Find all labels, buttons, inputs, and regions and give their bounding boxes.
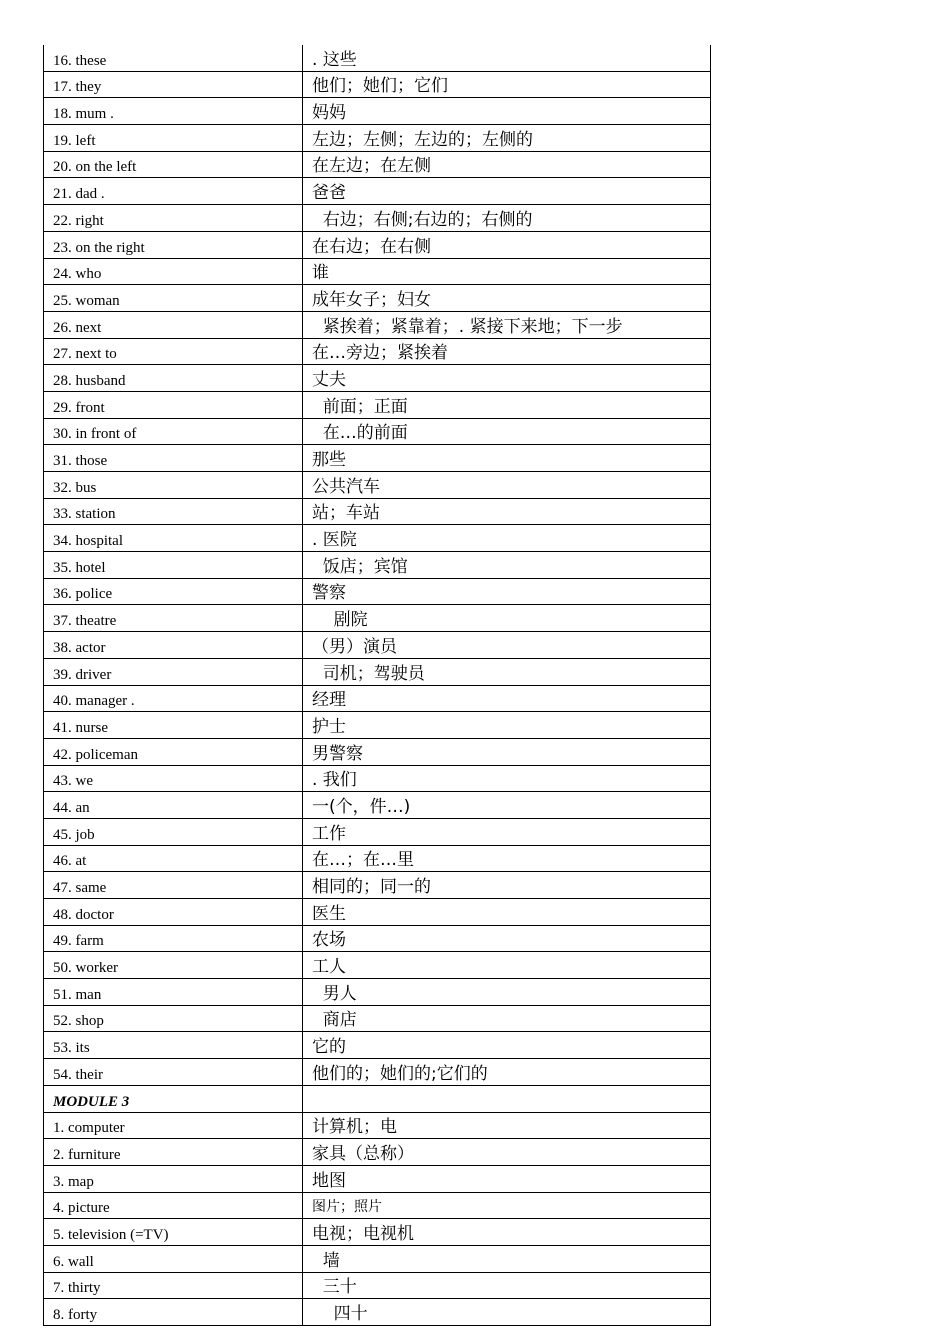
english-word: 48. doctor xyxy=(44,899,303,926)
english-word: 36. police xyxy=(44,578,303,605)
table-row xyxy=(44,578,711,605)
table-row xyxy=(44,1139,711,1166)
chinese-meaning: （男）演员 xyxy=(303,632,711,659)
chinese-meaning: 警察 xyxy=(303,578,711,605)
chinese-meaning: 相同的；同一的 xyxy=(303,872,711,899)
chinese-meaning: 饭店；宾馆 xyxy=(303,552,711,579)
table-row xyxy=(44,205,711,232)
english-word: 43. we xyxy=(44,765,303,792)
table-row xyxy=(44,765,711,792)
english-word: 3. map xyxy=(44,1165,303,1192)
table-row xyxy=(44,925,711,952)
english-word: 45. job xyxy=(44,818,303,845)
chinese-meaning: 家具（总称） xyxy=(303,1139,711,1166)
table-row xyxy=(44,818,711,845)
table-row xyxy=(44,445,711,472)
english-word: 39. driver xyxy=(44,658,303,685)
table-row xyxy=(44,365,711,392)
chinese-meaning: 经理 xyxy=(303,685,711,712)
table-row xyxy=(44,632,711,659)
english-word: 5. television (=TV) xyxy=(44,1219,303,1246)
english-word: 19. left xyxy=(44,125,303,152)
english-word: 4. picture xyxy=(44,1192,303,1219)
table-row xyxy=(44,1112,711,1139)
english-word: 7. thirty xyxy=(44,1272,303,1299)
table-row xyxy=(44,685,711,712)
chinese-meaning: 它的 xyxy=(303,1032,711,1059)
table-row xyxy=(44,712,711,739)
chinese-meaning: 成年女子；妇女 xyxy=(303,285,711,312)
table-row xyxy=(44,125,711,152)
chinese-meaning: . 医院 xyxy=(303,525,711,552)
chinese-meaning: 丈夫 xyxy=(303,365,711,392)
chinese-meaning: 男人 xyxy=(303,979,711,1006)
table-row xyxy=(44,151,711,178)
table-row xyxy=(44,231,711,258)
chinese-meaning: 在左边；在左侧 xyxy=(303,151,711,178)
english-word: 17. they xyxy=(44,71,303,98)
chinese-meaning: 紧挨着；紧靠着；. 紧接下来地；下一步 xyxy=(303,311,711,338)
chinese-meaning: 左边；左侧；左边的；左侧的 xyxy=(303,125,711,152)
chinese-meaning: 墙 xyxy=(303,1245,711,1272)
english-word: 24. who xyxy=(44,258,303,285)
table-row xyxy=(44,525,711,552)
chinese-meaning: 地图 xyxy=(303,1165,711,1192)
english-word: 27. next to xyxy=(44,338,303,365)
english-word: 47. same xyxy=(44,872,303,899)
table-row xyxy=(44,1299,711,1326)
english-word: 54. their xyxy=(44,1059,303,1086)
table-row xyxy=(44,1219,711,1246)
english-word: 32. bus xyxy=(44,472,303,499)
chinese-meaning: 右边；右侧;右边的；右侧的 xyxy=(303,205,711,232)
english-word: 50. worker xyxy=(44,952,303,979)
english-word: 6. wall xyxy=(44,1245,303,1272)
english-word: 44. an xyxy=(44,792,303,819)
english-word: 23. on the right xyxy=(44,231,303,258)
table-row xyxy=(44,1059,711,1086)
chinese-meaning: 图片；照片 xyxy=(303,1192,711,1219)
table-row xyxy=(44,498,711,525)
english-word: 42. policeman xyxy=(44,738,303,765)
table-row xyxy=(44,845,711,872)
english-word: 16. these xyxy=(44,45,303,71)
chinese-meaning: 公共汽车 xyxy=(303,472,711,499)
english-word: 41. nurse xyxy=(44,712,303,739)
chinese-meaning: 工作 xyxy=(303,818,711,845)
table-row xyxy=(44,418,711,445)
table-row xyxy=(44,552,711,579)
chinese-meaning: 爸爸 xyxy=(303,178,711,205)
english-word: 40. manager . xyxy=(44,685,303,712)
chinese-meaning: 男警察 xyxy=(303,738,711,765)
chinese-meaning: 一(个，件…) xyxy=(303,792,711,819)
chinese-meaning: 工人 xyxy=(303,952,711,979)
chinese-meaning: 前面；正面 xyxy=(303,391,711,418)
english-word: 37. theatre xyxy=(44,605,303,632)
chinese-meaning: 商店 xyxy=(303,1005,711,1032)
table-row xyxy=(44,285,711,312)
english-word: 52. shop xyxy=(44,1005,303,1032)
english-word: 35. hotel xyxy=(44,552,303,579)
table-row xyxy=(44,952,711,979)
english-word: 25. woman xyxy=(44,285,303,312)
table-row xyxy=(44,178,711,205)
table-row xyxy=(44,792,711,819)
chinese-meaning: 在…；在…里 xyxy=(303,845,711,872)
table-row xyxy=(44,1245,711,1272)
english-word: 20. on the left xyxy=(44,151,303,178)
table-row xyxy=(44,872,711,899)
table-row xyxy=(44,45,711,71)
chinese-meaning: 妈妈 xyxy=(303,98,711,125)
table-row xyxy=(44,98,711,125)
chinese-meaning: 三十 xyxy=(303,1272,711,1299)
chinese-meaning: 农场 xyxy=(303,925,711,952)
english-word: 22. right xyxy=(44,205,303,232)
chinese-meaning: 剧院 xyxy=(303,605,711,632)
english-word: 1. computer xyxy=(44,1112,303,1139)
vocabulary-table-body xyxy=(44,45,711,1326)
section-heading-row xyxy=(44,1085,711,1112)
chinese-meaning: 护士 xyxy=(303,712,711,739)
table-row xyxy=(44,1032,711,1059)
chinese-meaning: 那些 xyxy=(303,445,711,472)
english-word: 26. next xyxy=(44,311,303,338)
english-word: 30. in front of xyxy=(44,418,303,445)
english-word: 31. those xyxy=(44,445,303,472)
english-word: 53. its xyxy=(44,1032,303,1059)
table-row xyxy=(44,1005,711,1032)
english-word: 51. man xyxy=(44,979,303,1006)
english-word: 34. hospital xyxy=(44,525,303,552)
table-row xyxy=(44,472,711,499)
table-row xyxy=(44,311,711,338)
table-row xyxy=(44,1165,711,1192)
table-row xyxy=(44,658,711,685)
chinese-meaning: 谁 xyxy=(303,258,711,285)
table-row xyxy=(44,71,711,98)
english-word: 2. furniture xyxy=(44,1139,303,1166)
english-word: 18. mum . xyxy=(44,98,303,125)
chinese-meaning: 在…的前面 xyxy=(303,418,711,445)
chinese-meaning: 计算机；电 xyxy=(303,1112,711,1139)
english-word: 33. station xyxy=(44,498,303,525)
table-row xyxy=(44,1272,711,1299)
chinese-meaning: 他们的；她们的;它们的 xyxy=(303,1059,711,1086)
english-word: 21. dad . xyxy=(44,178,303,205)
english-word: 8. forty xyxy=(44,1299,303,1326)
chinese-meaning: 医生 xyxy=(303,899,711,926)
table-row xyxy=(44,258,711,285)
table-row xyxy=(44,899,711,926)
chinese-meaning: 在右边；在右侧 xyxy=(303,231,711,258)
table-row xyxy=(44,979,711,1006)
section-heading: MODULE 3 xyxy=(44,1085,303,1112)
english-word: 29. front xyxy=(44,391,303,418)
english-word: 38. actor xyxy=(44,632,303,659)
english-word: 28. husband xyxy=(44,365,303,392)
table-row xyxy=(44,338,711,365)
chinese-meaning xyxy=(303,1085,711,1112)
chinese-meaning: 司机；驾驶员 xyxy=(303,658,711,685)
english-word: 46. at xyxy=(44,845,303,872)
chinese-meaning: 站；车站 xyxy=(303,498,711,525)
table-row xyxy=(44,738,711,765)
chinese-meaning: 电视；电视机 xyxy=(303,1219,711,1246)
chinese-meaning: 四十 xyxy=(303,1299,711,1326)
table-row xyxy=(44,1192,711,1219)
table-row xyxy=(44,391,711,418)
english-word: 49. farm xyxy=(44,925,303,952)
table-row xyxy=(44,605,711,632)
chinese-meaning: . 这些 xyxy=(303,45,711,71)
chinese-meaning: 在…旁边；紧挨着 xyxy=(303,338,711,365)
chinese-meaning: 他们；她们；它们 xyxy=(303,71,711,98)
vocabulary-table xyxy=(43,45,711,1326)
chinese-meaning: . 我们 xyxy=(303,765,711,792)
